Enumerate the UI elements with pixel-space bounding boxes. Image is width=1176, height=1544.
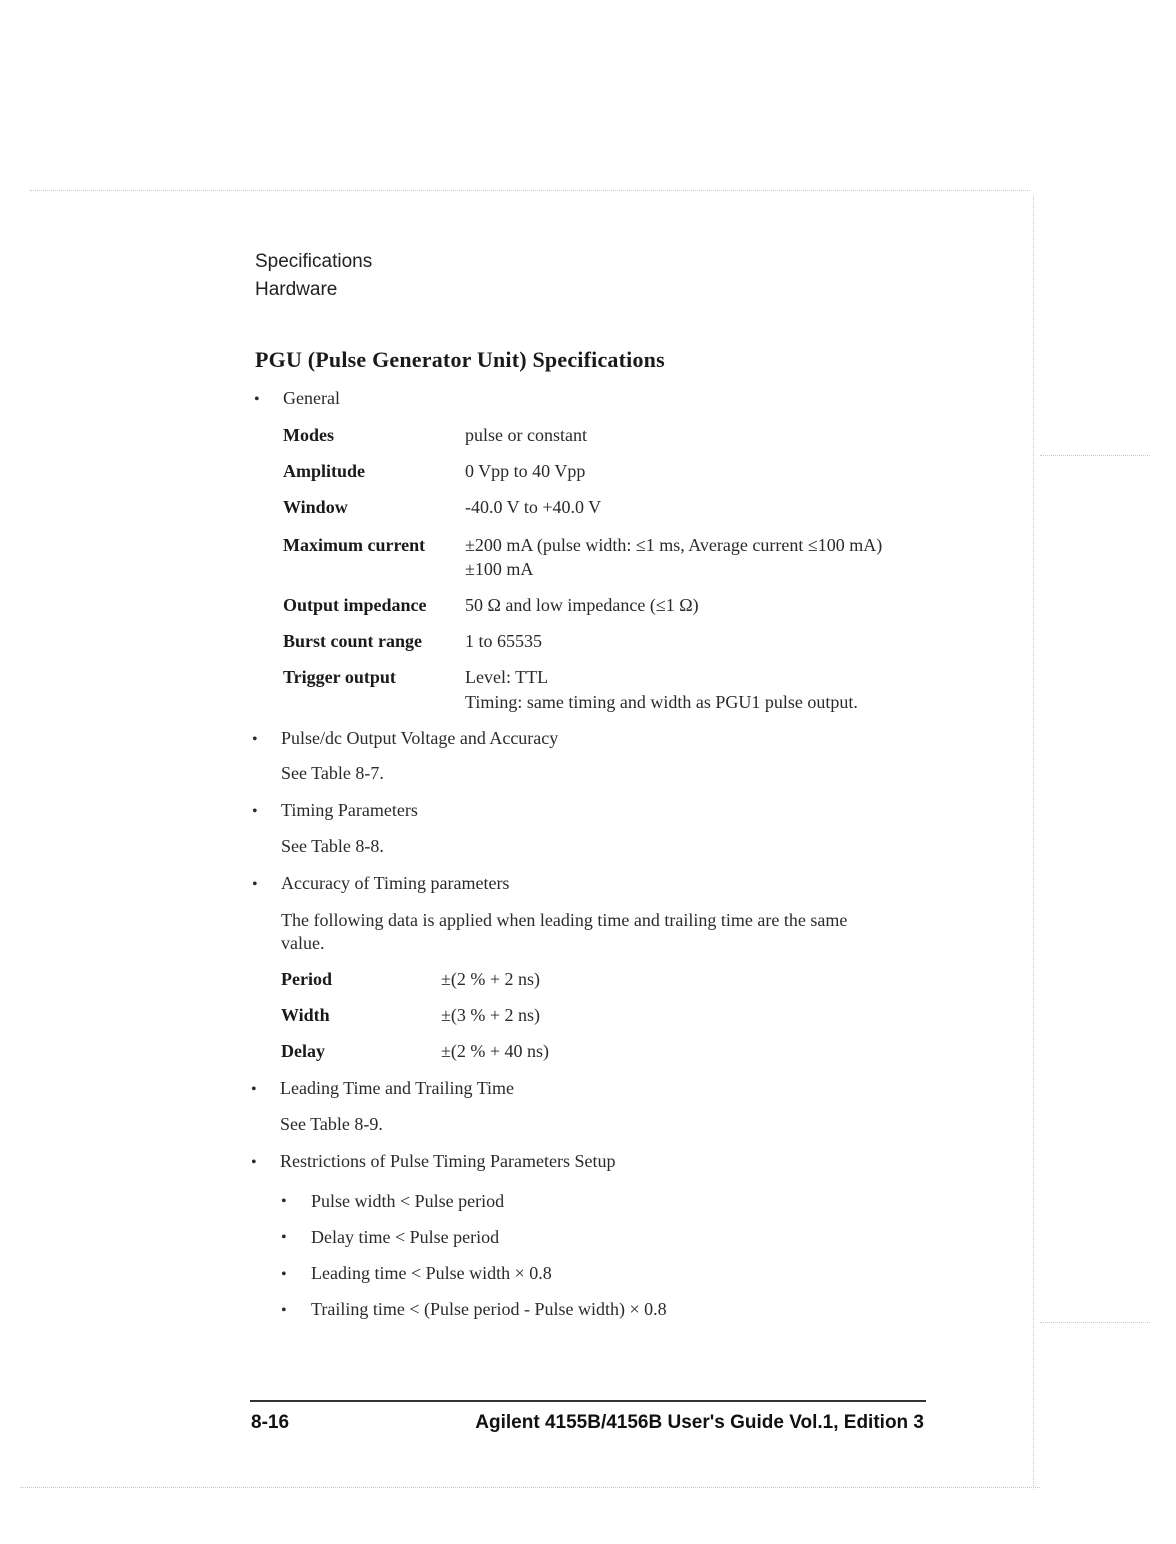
sub-bullet-marker: • bbox=[281, 1229, 287, 1246]
bullet-marker: • bbox=[251, 1081, 257, 1098]
spec-label-maximum-current: Maximum current bbox=[283, 535, 426, 555]
spec-value-maximum-current: ±200 mA (pulse width: ≤1 ms, Average current ≤100 mA) bbox=[465, 535, 883, 555]
footer-rule bbox=[250, 1400, 926, 1402]
accuracy-heading: Accuracy of Timing parameters bbox=[281, 873, 510, 893]
spec-label-window: Window bbox=[283, 497, 348, 517]
restriction-item: Pulse width < Pulse period bbox=[311, 1191, 505, 1211]
accuracy-label-width: Width bbox=[281, 1005, 330, 1025]
accuracy-value-width: ±(3 % + 2 ns) bbox=[441, 1005, 541, 1025]
restriction-item: Trailing time < (Pulse period - Pulse width) × 0.8 bbox=[311, 1299, 667, 1319]
spec-value-trigger-output: Level: TTL bbox=[465, 667, 549, 687]
spec-value-maximum-current-2: ±100 mA bbox=[465, 559, 534, 579]
bullet-marker: • bbox=[252, 876, 258, 893]
accuracy-value-period: ±(2 % + 2 ns) bbox=[441, 969, 541, 989]
sub-bullet-marker: • bbox=[281, 1193, 287, 1210]
scan-edge-right-mark-1 bbox=[1040, 455, 1150, 456]
restrictions-heading: Restrictions of Pulse Timing Parameters Setup bbox=[280, 1151, 616, 1171]
sub-bullet-marker: • bbox=[281, 1266, 287, 1283]
scan-edge-right-mark-2 bbox=[1040, 1322, 1150, 1323]
section-title: PGU (Pulse Generator Unit) Specifications bbox=[255, 347, 665, 372]
spec-label-amplitude: Amplitude bbox=[283, 461, 366, 481]
running-header-section: Hardware bbox=[255, 279, 338, 300]
page-number: 8-16 bbox=[251, 1412, 290, 1433]
restriction-item: Leading time < Pulse width × 0.8 bbox=[311, 1263, 552, 1283]
pulse-dc-heading: Pulse/dc Output Voltage and Accuracy bbox=[281, 728, 559, 748]
pulse-dc-table-ref: See Table 8-7. bbox=[281, 763, 384, 783]
bullet-marker: • bbox=[252, 731, 258, 748]
bullet-marker: • bbox=[251, 1154, 257, 1171]
bullet-marker: • bbox=[252, 803, 258, 820]
leading-table-ref: See Table 8-9. bbox=[280, 1114, 383, 1134]
spec-value-trigger-output-2: Timing: same timing and width as PGU1 pulse output. bbox=[465, 692, 858, 712]
scan-edge-right bbox=[1033, 195, 1034, 1490]
spec-value-modes: pulse or constant bbox=[465, 425, 587, 445]
accuracy-label-delay: Delay bbox=[281, 1041, 325, 1061]
accuracy-note-line-2: value. bbox=[281, 933, 325, 953]
spec-label-output-impedance: Output impedance bbox=[283, 595, 427, 615]
spec-value-window: -40.0 V to +40.0 V bbox=[465, 497, 602, 517]
sub-bullet-marker: • bbox=[281, 1302, 287, 1319]
accuracy-label-period: Period bbox=[281, 969, 332, 989]
spec-label-modes: Modes bbox=[283, 425, 334, 445]
spec-label-burst-count-range: Burst count range bbox=[283, 631, 422, 651]
scan-edge-top bbox=[30, 190, 1030, 191]
spec-value-output-impedance: 50 Ω and low impedance (≤1 Ω) bbox=[465, 595, 699, 615]
general-heading: General bbox=[283, 388, 340, 408]
spec-value-amplitude: 0 Vpp to 40 Vpp bbox=[465, 461, 586, 481]
footer-document-title: Agilent 4155B/4156B User's Guide Vol.1, Edition 3 bbox=[475, 1412, 924, 1433]
spec-label-trigger-output: Trigger output bbox=[283, 667, 396, 687]
leading-heading: Leading Time and Trailing Time bbox=[280, 1078, 515, 1098]
accuracy-value-delay: ±(2 % + 40 ns) bbox=[441, 1041, 550, 1061]
scan-edge-bottom bbox=[20, 1487, 1040, 1488]
timing-table-ref: See Table 8-8. bbox=[281, 836, 384, 856]
bullet-marker: • bbox=[254, 391, 260, 408]
accuracy-note-line-1: The following data is applied when leading time and trailing time are the same bbox=[281, 910, 848, 930]
running-header-chapter: Specifications bbox=[255, 251, 373, 272]
restriction-item: Delay time < Pulse period bbox=[311, 1227, 500, 1247]
timing-heading: Timing Parameters bbox=[281, 800, 418, 820]
spec-value-burst-count-range: 1 to 65535 bbox=[465, 631, 543, 651]
